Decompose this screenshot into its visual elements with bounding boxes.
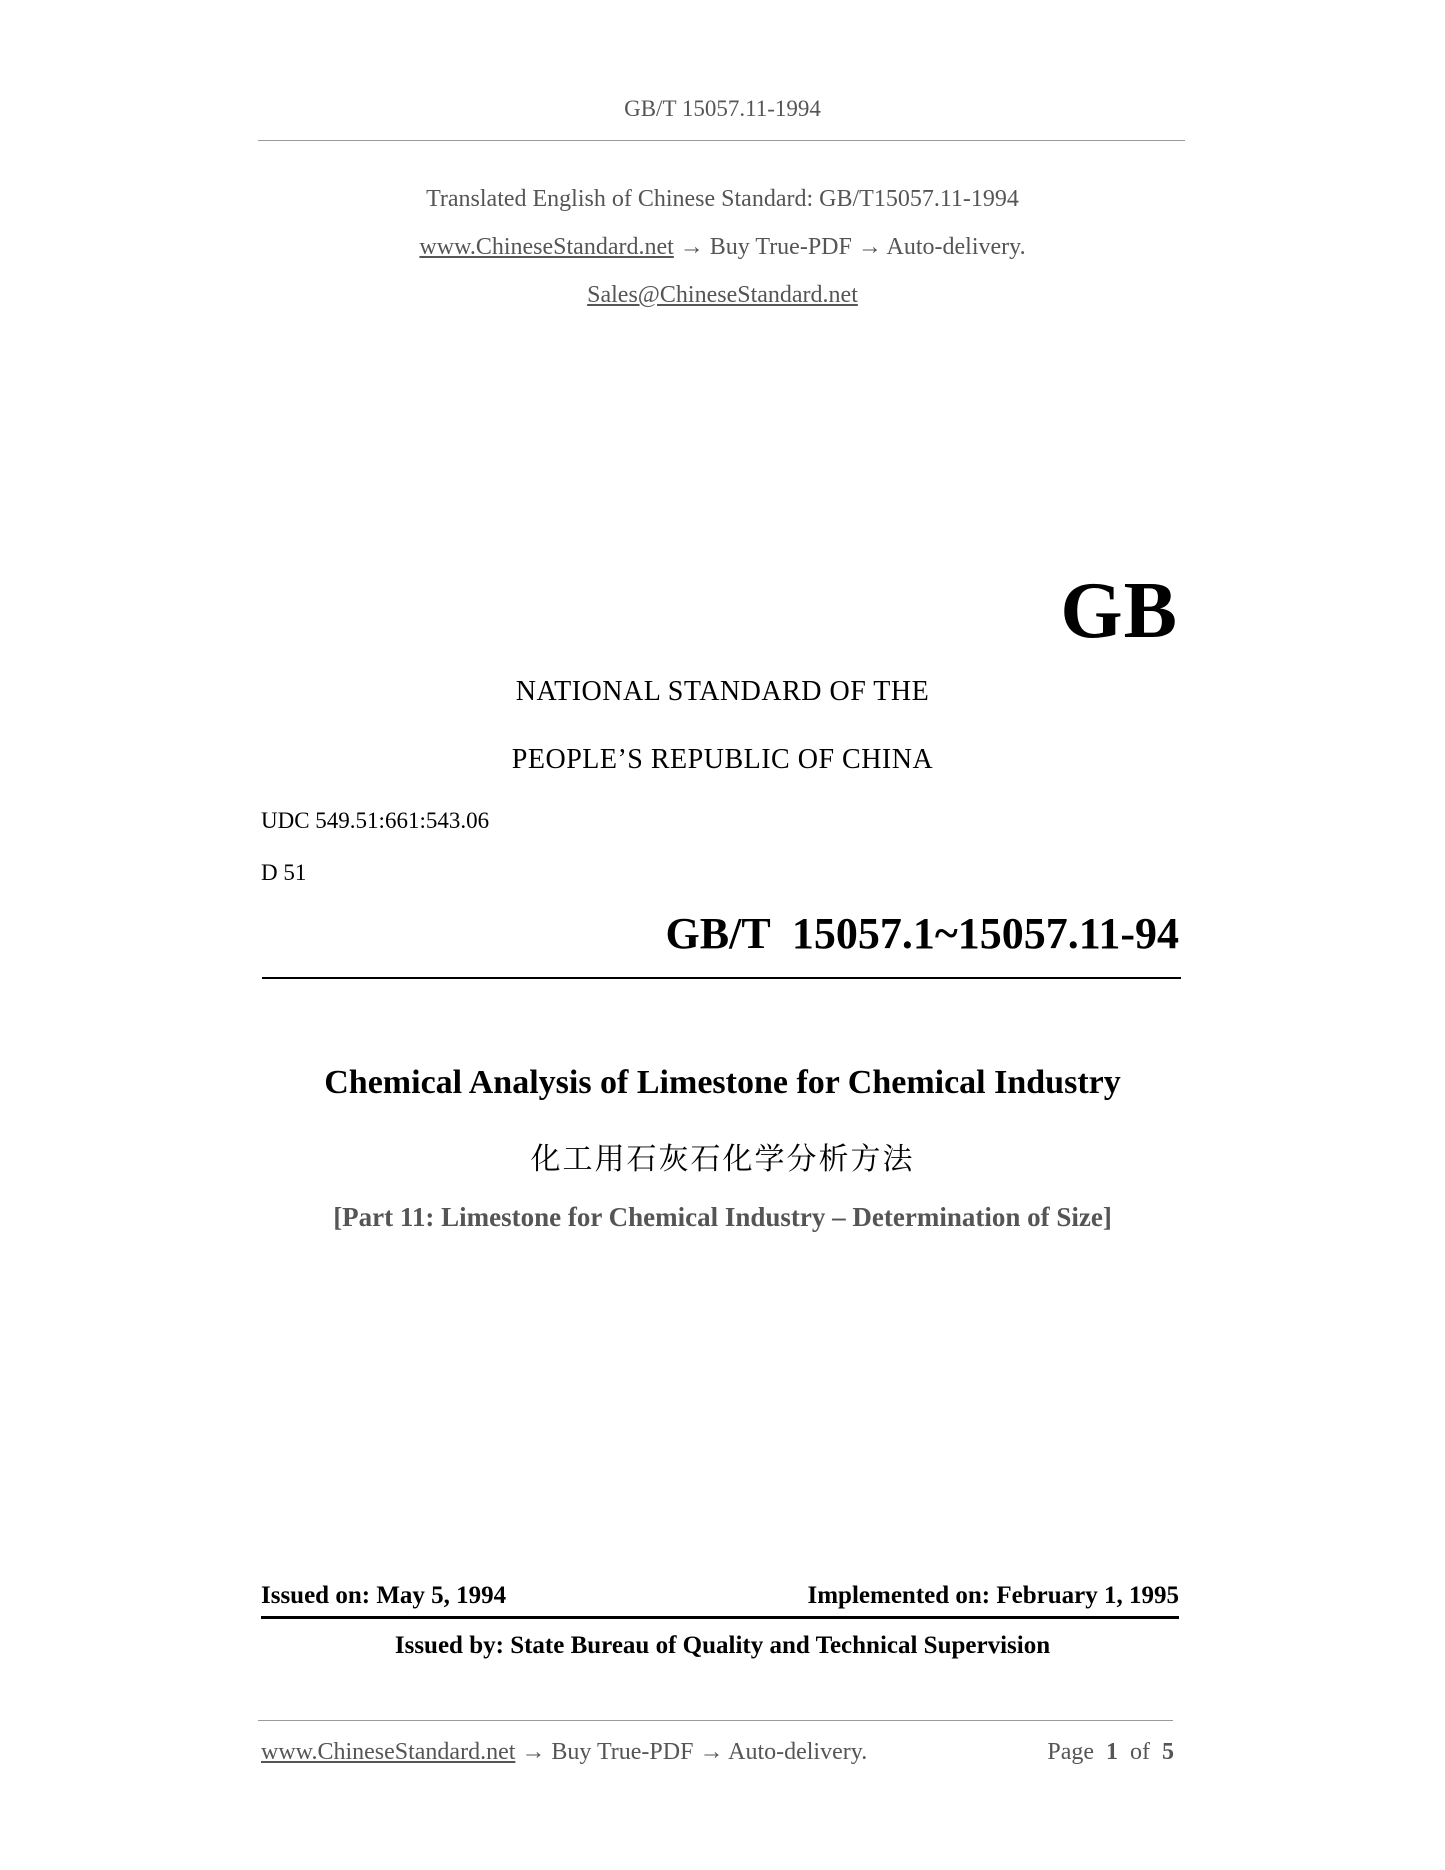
- national-standard-line2: PEOPLE’S REPUBLIC OF CHINA: [511, 744, 934, 775]
- footer-buy-line: [261, 1739, 867, 1766]
- gb-mark: GB: [1060, 567, 1178, 655]
- translated-notice: Translated English of Chinese Standard: GB/T15057.11-1994: [426, 186, 1019, 212]
- standard-number-divider: [262, 977, 1181, 979]
- title-english: Chemical Analysis of Limestone for Chemical Industry: [324, 1064, 1121, 1101]
- page-total: 5: [1162, 1739, 1174, 1765]
- running-header: GB/T 15057.11-1994: [624, 96, 821, 121]
- standard-number: GB/T 15057.1~15057.11-94: [665, 909, 1179, 958]
- buy-text: → Buy True-PDF → Auto-delivery.: [673, 234, 1026, 260]
- issuance-divider: [261, 1616, 1179, 1619]
- footer-site-link[interactable]: www.ChineseStandard.net: [261, 1739, 516, 1765]
- page-of: of: [1130, 1739, 1150, 1765]
- sales-email-link[interactable]: Sales@ChineseStandard.net: [587, 282, 858, 308]
- footer-buy-text: → Buy True-PDF → Auto-delivery.: [515, 1739, 868, 1765]
- footer-divider: [258, 1720, 1173, 1721]
- classification-code: D 51: [261, 860, 307, 885]
- sales-line: [0, 282, 1445, 309]
- issued-on: Issued on: May 5, 1994: [261, 1582, 507, 1609]
- implemented-on: Implemented on: February 1, 1995: [807, 1582, 1179, 1609]
- national-standard-line1: NATIONAL STANDARD OF THE: [515, 676, 930, 707]
- page-current: 1: [1106, 1739, 1118, 1765]
- title-chinese: 化工用石灰石化学分析方法: [530, 1142, 915, 1177]
- page-indicator: [1047, 1739, 1174, 1766]
- issued-by: Issued by: State Bureau of Quality and Technical Supervision: [394, 1632, 1051, 1659]
- udc-code: UDC 549.51:661:543.06: [261, 808, 490, 833]
- header-divider: [258, 140, 1185, 141]
- site-link[interactable]: www.ChineseStandard.net: [419, 234, 674, 260]
- buy-line: [0, 234, 1445, 261]
- title-part: [Part 11: Limestone for Chemical Industry – Determination of Size]: [333, 1202, 1112, 1232]
- page-label: Page: [1047, 1739, 1094, 1765]
